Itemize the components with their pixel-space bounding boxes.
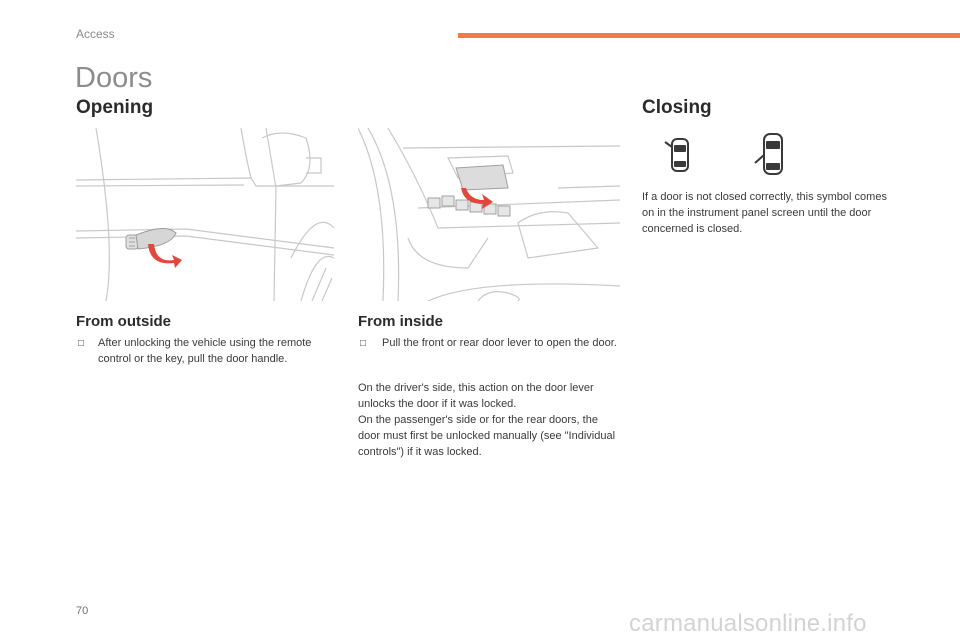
checkbox-bullet-icon: □ — [360, 338, 367, 349]
outside-door-handle-illustration — [76, 128, 334, 301]
closing-heading: Closing — [642, 97, 712, 118]
opening-heading: Opening — [76, 97, 154, 118]
from-outside-heading: From outside — [76, 313, 172, 330]
page-title: Doors — [75, 62, 153, 94]
header-accent-bar — [458, 33, 960, 38]
section-label: Access — [76, 27, 115, 41]
passenger-side-paragraph: On the passenger's side or for the rear doors, the door must first be unlocked manually (see "Individual controls") if it was locked. — [358, 414, 616, 458]
watermark[interactable]: carmanualsonline.info — [629, 610, 867, 637]
inside-door-lever-illustration — [358, 128, 620, 301]
car-front-door-open-icon — [664, 135, 696, 175]
closing-text: If a door is not closed correctly, this symbol comes on in the instrument panel screen until the door concerned is closed. — [642, 191, 887, 235]
driver-side-paragraph: On the driver's side, this action on the door lever unlocks the door if it was locked. — [358, 382, 594, 410]
from-inside-heading: From inside — [358, 313, 444, 330]
from-inside-text: Pull the front or rear door lever to open the door. — [382, 337, 617, 349]
checkbox-bullet-icon: □ — [78, 338, 85, 349]
car-rear-door-open-icon — [752, 131, 788, 179]
page-number: 70 — [76, 605, 89, 617]
from-outside-text: After unlocking the vehicle using the remote control or the key, pull the door handle. — [98, 337, 312, 365]
